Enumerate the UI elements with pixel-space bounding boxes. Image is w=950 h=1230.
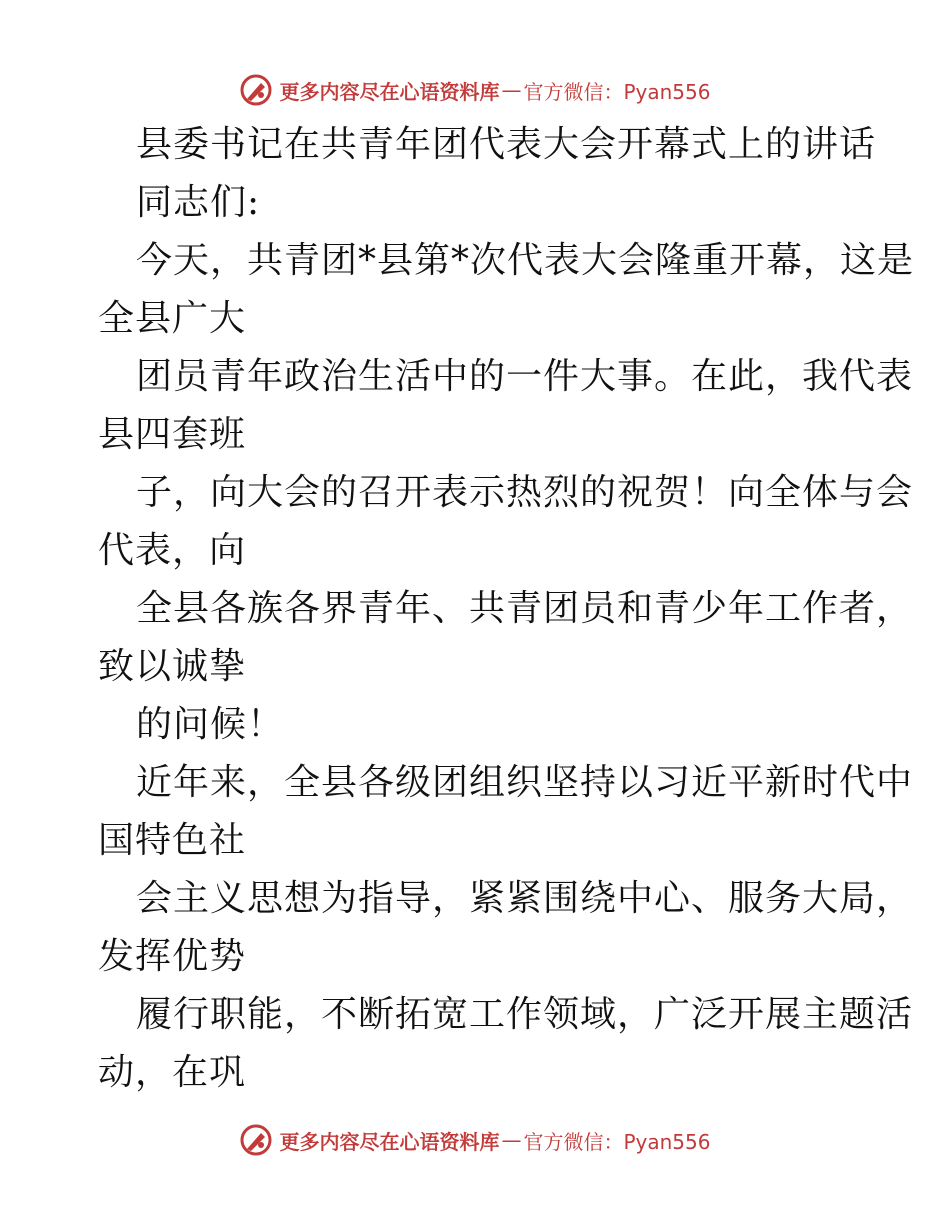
watermark-footer [0,1120,950,1160]
doc-line: 致以诚挚 [98,646,247,687]
doc-line: 动，在巩 [98,1052,247,1093]
watermark-wechat: 官方微信：Pyan556 [523,79,711,104]
doc-line: 全县各族各界青年、共青团员和青少年工作者， [136,588,914,629]
doc-line: 近年来，全县各级团组织坚持以习近平新时代中 [136,762,914,803]
doc-line: 全县广大 [98,298,247,339]
watermark-header [0,70,950,110]
doc-line: 子，向大会的召开表示热烈的祝贺！向全体与会 [136,472,914,513]
doc-salutation: 同志们: [136,182,261,223]
doc-line: 代表，向 [98,530,247,571]
doc-line: 发挥优势 [98,936,247,977]
doc-line: 国特色社 [98,820,247,861]
doc-line: 团员青年政治生活中的一件大事。在此，我代表 [136,356,914,397]
watermark-text: 更多内容尽在心语资料库 [279,1129,500,1154]
doc-line: 今天，共青团*县第*次代表大会隆重开幕，这是 [136,240,915,281]
watermark-separator: — [501,1128,522,1152]
watermark-separator: — [501,78,522,102]
watermark-wechat: 官方微信：Pyan556 [523,1129,711,1154]
doc-line: 会主义思想为指导，紧紧围绕中心、服务大局， [136,878,914,919]
watermark-text: 更多内容尽在心语资料库 [279,79,500,104]
pen-logo-icon [239,73,273,107]
pen-logo-icon [239,1123,273,1157]
doc-title: 县委书记在共青年团代表大会开幕式上的讲话 [136,124,877,165]
doc-line: 履行职能，不断拓宽工作领域，广泛开展主题活 [136,994,914,1035]
doc-line: 县四套班 [98,414,247,455]
doc-line: 的问候！ [136,704,285,745]
